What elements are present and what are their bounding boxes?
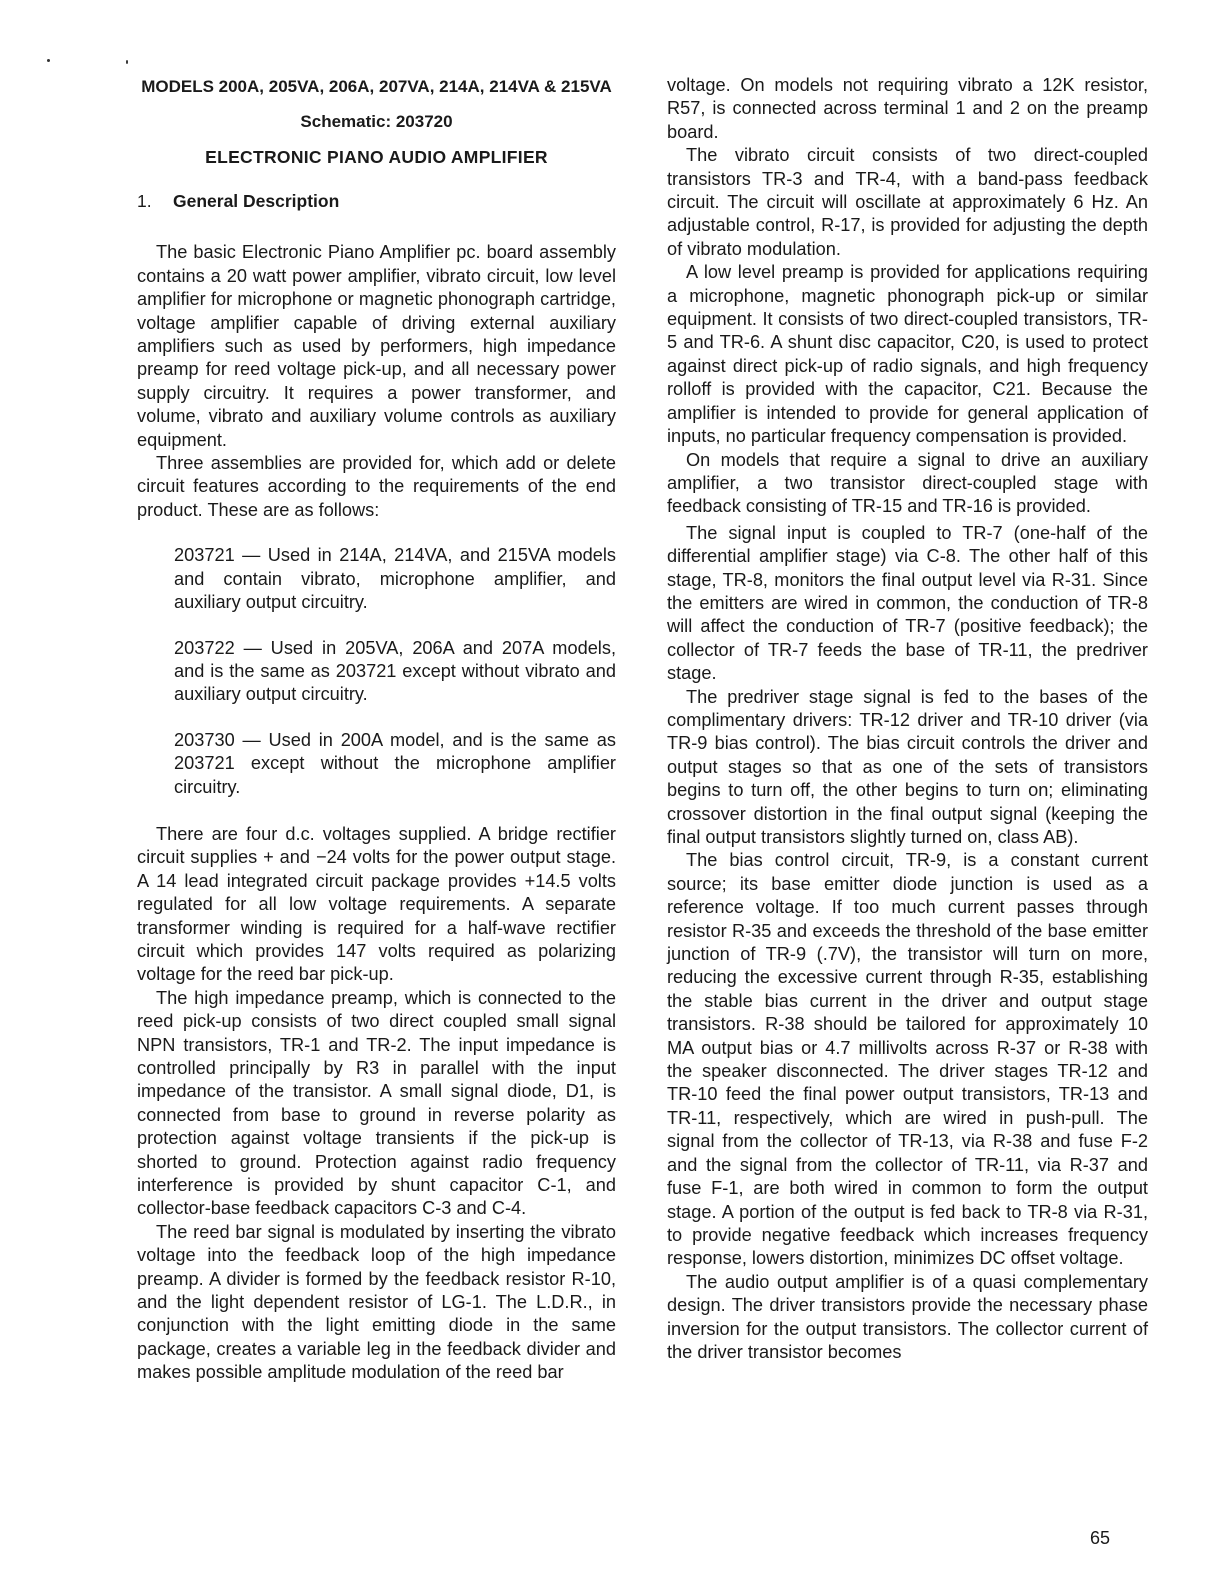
- paragraph: The high impedance preamp, which is connected to the reed pick-up consists of two direct coupled small signal NPN transistors, TR-1 and TR-2. The input impedance is controlled principally by R3 in parallel with the input impedance of the transistor. A small signal diode, D1, is connected from base to ground in reverse polarity as protection against voltage transients if the pick-up is shorted to ground. Protection against radio frequency interference is provided by shunt capacitor C-1, and collector-base feedback capacitors C-3 and C-4.: [137, 987, 616, 1219]
- paragraph: On models that require a signal to drive an auxiliary amplifier, a two transistor direct-coupled stage with feedback consisting of TR-15 and TR-16 is provided.: [667, 449, 1148, 517]
- section-label: General Description: [173, 191, 340, 211]
- page-number: 65: [1090, 1528, 1111, 1548]
- paragraph: Three assemblies are provided for, which add or delete circuit features according to the requirements of the end product. These are as follows:: [137, 453, 616, 520]
- document-title: ELECTRONIC PIANO AUDIO AMPLIFIER: [205, 147, 548, 167]
- paragraph: A low level preamp is provided for applications requiring a microphone, magnetic phonograph pick-up or similar equipment. It consists of two direct-coupled transistors, TR-5 and TR-6. A shunt disc capacitor, C20, is used to protect against direct pick-up of radio signals, and high frequency rolloff is provided with the capacitor, C21. Because the amplifier is intended to provide for general application of inputs, no particular frequency compensation is provided.: [667, 262, 1148, 447]
- left-column: [137, 72, 616, 1385]
- paragraph: The vibrato circuit consists of two direct-coupled transistors TR-3 and TR-4, with a band-pass feedback circuit. The circuit will oscillate at approximately 6 Hz. An adjustable control, R-17, is provided for adjusting the depth of vibrato modulation.: [667, 145, 1148, 259]
- section-heading: [137, 190, 616, 213]
- paragraph: The reed bar signal is modulated by inserting the vibrato voltage into the feedback loop of the high impedance preamp. A divider is formed by the feedback resistor R-10, and the light dependent resistor of LG-1. The L.D.R., in conjunction with the light emitting diode in the same package, creates a variable leg in the feedback divider and makes possible amplitude modulation of the reed bar: [137, 1221, 616, 1383]
- right-column: [667, 74, 1148, 1364]
- section-number: 1.: [137, 191, 152, 211]
- assembly-item: 203721 — Used in 214A, 214VA, and 215VA models and contain vibrato, microphone amplifier, and auxiliary output circuitry.: [174, 545, 616, 613]
- schematic-number: Schematic: 203720: [300, 112, 453, 131]
- scan-speck: [47, 59, 50, 62]
- paragraph: The basic Electronic Piano Amplifier pc. board assembly contains a 20 watt power amplifier, vibrato circuit, low level amplifier for microphone or magnetic phonograph cartridge, voltage amplifier capable of driving external auxiliary amplifiers such as used by performers, high impedance preamp for reed voltage pick-up, and all necessary power supply circuitry. It requires a power transformer, and volume, vibrato and auxiliary volume controls as auxiliary equipment.: [137, 242, 616, 450]
- paragraph: The bias control circuit, TR-9, is a constant current source; its base emitter diode junction is used as a reference voltage. If too much current passes through resistor R-35 and exceeds the threshold of the base emitter junction of TR-9 (.7V), the transistor will turn on more, reducing the excessive current through R-35, establishing the stable bias current in the driver and output stage transistors. R-38 should be tailored for approximately 10 MA output bias or 4.7 millivolts across R-37 or R-38 with the speaker disconnected. The driver stages TR-12 and TR-10 feed the final power output transistors, TR-13 and TR-11, respectively, which are wired in push-pull. The signal from the collector of TR-13, via R-38 and fuse F-2 and the signal from the collector of TR-11, via R-37 and fuse F-1, are both wired in common to form the output stage. A portion of the output is fed back to TR-8 via R-31, to provide negative feedback which increases frequency response, lowers distortion, minimizes DC offset voltage.: [667, 850, 1148, 1269]
- paragraph-continuation: voltage. On models not requiring vibrato a 12K resistor, R57, is connected across terminal 1 and 2 on the preamp board.: [667, 75, 1148, 142]
- paragraph: The predriver stage signal is fed to the bases of the complimentary drivers: TR-12 driver and TR-10 driver (via TR-9 bias control). The bias circuit controls the driver and output stages so that as one of the sets of transistors begins to turn off, the other begins to turn on; eliminating crossover distortion in the final output signal (keeping the final output transistors slightly turned on, class AB).: [667, 686, 1148, 847]
- assembly-item: 203722 — Used in 205VA, 206A and 207A models, and is the same as 203721 except without vibrato and auxiliary output circuitry.: [174, 637, 616, 705]
- paragraph: The signal input is coupled to TR-7 (one-half of the differential amplifier stage) via C-8. The other half of this stage, TR-8, monitors the final output level via R-31. Since the emitters are wired in common, the conduction of TR-8 will affect the conduction of TR-7 (positive feedback); the collector of TR-7 feeds the base of TR-11, the predriver stage.: [667, 522, 1148, 684]
- scan-speck: [126, 60, 128, 64]
- paragraph: There are four d.c. voltages supplied. A bridge rectifier circuit supplies + and −24 volts for the power output stage. A 14 lead integrated circuit package provides +14.5 volts regulated for all low voltage requirements. A separate transformer winding is required for a half-wave rectifier circuit which provides 147 volts required as polarizing voltage for the reed bar pick-up.: [137, 823, 616, 985]
- paragraph: The audio output amplifier is of a quasi complementary design. The driver transistors provide the necessary phase inversion for the output transistors. The collector current of the driver transistor becomes: [667, 1271, 1148, 1362]
- assembly-item: 203730 — Used in 200A model, and is the same as 203721 except without the microphone amplifier circuitry.: [174, 729, 616, 797]
- models-heading: MODELS 200A, 205VA, 206A, 207VA, 214A, 214VA & 215VA: [141, 77, 612, 96]
